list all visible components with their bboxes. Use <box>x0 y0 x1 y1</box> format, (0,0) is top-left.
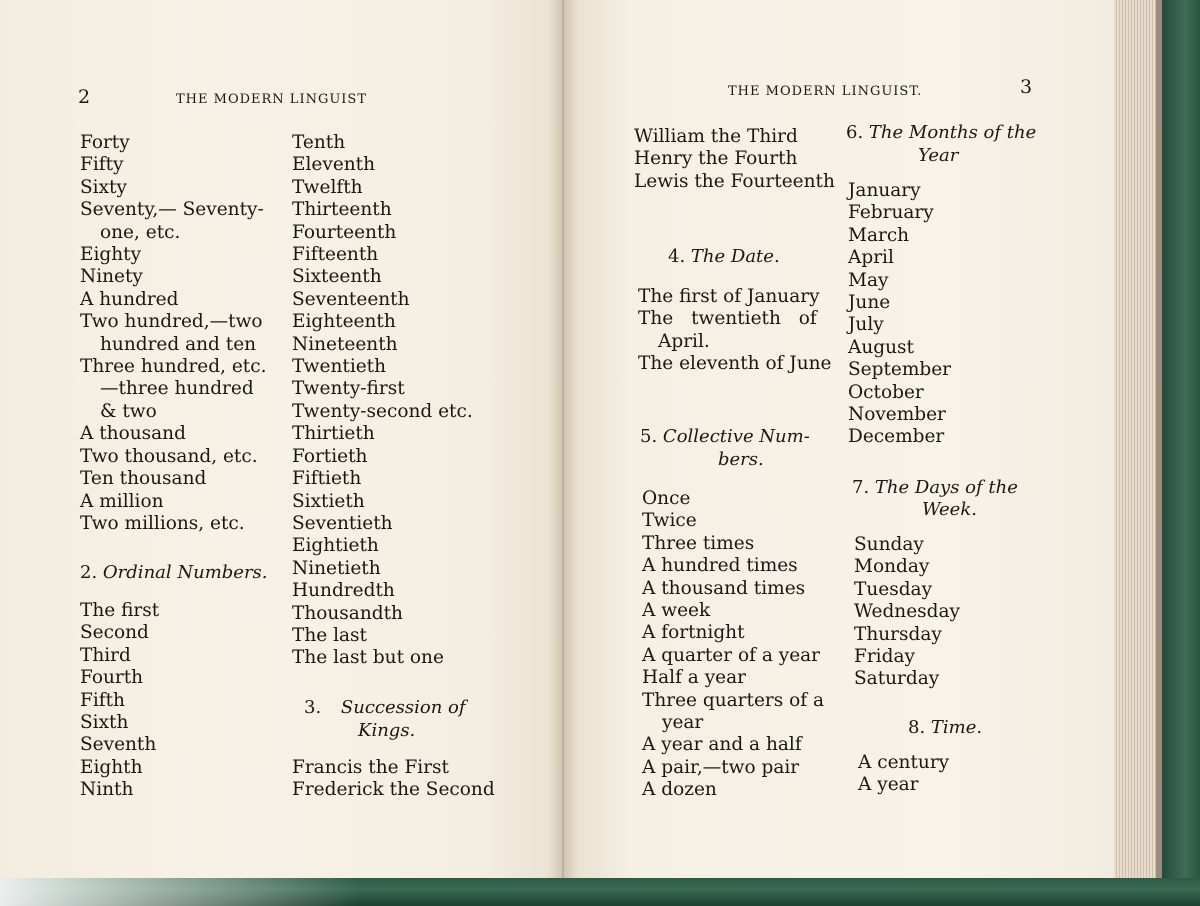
list-item: Eighty <box>80 244 142 266</box>
section-title: Ordinal Numbers. <box>102 562 268 583</box>
list-item: Ninth <box>80 779 134 801</box>
list-item: Frederick the Second <box>292 779 495 801</box>
section-heading-time <box>908 717 982 739</box>
list-item: January <box>848 180 921 201</box>
list-item: A million <box>80 490 164 512</box>
section-number: 6. <box>846 122 864 143</box>
list-item: The last but one <box>292 647 444 669</box>
list-item: William the Third <box>634 126 798 147</box>
section-heading-months-line2: Year <box>918 145 959 166</box>
list-item: The twentieth of <box>638 308 817 330</box>
list-item: A year <box>858 774 919 796</box>
list-item: Henry the Fourth <box>634 148 798 170</box>
section-number: 3. <box>304 697 322 718</box>
list-item: Francis the First <box>292 757 449 778</box>
dates-list <box>638 286 832 376</box>
list-item: Sixteenth <box>292 266 382 288</box>
section-heading-days-of-week-line2: Week. <box>922 499 977 520</box>
list-item: Fourteenth <box>292 221 397 243</box>
list-item: Second <box>80 622 149 644</box>
list-item: year <box>662 712 704 734</box>
section-number: 5. <box>640 426 658 447</box>
list-item: Ninety <box>80 266 143 288</box>
list-item: Friday <box>854 646 915 668</box>
page-number-left: 2 <box>78 86 91 108</box>
list-item: Twice <box>642 510 697 532</box>
kings-list <box>292 757 495 802</box>
list-item: The first of January <box>638 286 820 307</box>
book-cover-right <box>1162 0 1200 886</box>
list-item: July <box>848 314 884 336</box>
list-item: Twentieth <box>292 356 387 378</box>
list-item: Three times <box>642 532 755 554</box>
list-item: The eleventh of June <box>638 353 832 375</box>
list-item: April <box>848 247 894 269</box>
list-item: Thirtieth <box>292 423 375 445</box>
list-item: Sixty <box>80 176 127 198</box>
cover-fade <box>0 878 1200 906</box>
section-heading-days-of-week <box>852 477 1018 499</box>
list-item: Nineteenth <box>292 333 398 355</box>
list-item: September <box>848 359 952 381</box>
list-item: June <box>848 292 891 314</box>
list-item: A dozen <box>642 779 717 801</box>
list-item: one, etc. <box>100 221 181 243</box>
list-item: The first <box>80 600 160 621</box>
left-column-2 <box>292 132 492 670</box>
list-item: Fifty <box>80 154 124 176</box>
list-item: & two <box>100 400 157 422</box>
section-title: The Date. <box>690 246 780 267</box>
page-number-right: 3 <box>1020 76 1033 98</box>
list-item: Seventy,— Seventy- <box>80 199 264 221</box>
section-number: 7. <box>852 477 870 498</box>
list-item: A quarter of a year <box>642 644 821 666</box>
list-item: A hundred <box>80 288 179 310</box>
list-item: Two thousand, etc. <box>80 445 258 467</box>
section-title: Collective Num- <box>662 426 810 447</box>
section-title: Time. <box>930 717 983 738</box>
list-item: Three quarters of a <box>642 689 825 711</box>
list-item: Wednesday <box>854 601 960 623</box>
section-number: 4. <box>668 246 686 267</box>
time-list <box>858 752 1018 797</box>
list-item: Thursday <box>854 623 942 645</box>
list-item: Tenth <box>292 132 346 153</box>
list-item: A thousand <box>80 423 186 445</box>
list-item: The last <box>292 624 367 646</box>
section-heading-succession-of-kings <box>304 697 466 719</box>
list-item: Lewis the Fourteenth <box>634 170 835 192</box>
collective-numbers-list <box>642 488 834 802</box>
list-item: Thousandth <box>292 602 403 624</box>
list-item: Two millions, etc. <box>80 512 245 534</box>
section-heading-succession-of-kings-line2: Kings. <box>358 720 416 741</box>
list-item: Twenty-second etc. <box>292 400 473 422</box>
list-item: Fifteenth <box>292 244 379 266</box>
list-item: October <box>848 381 924 403</box>
list-item: Saturday <box>854 668 940 690</box>
list-item: Eleventh <box>292 154 376 176</box>
left-column-1 <box>80 132 272 535</box>
list-item: Twenty-first <box>292 378 405 400</box>
section-heading-the-date <box>668 246 780 268</box>
list-item: A century <box>858 752 950 773</box>
list-item: Third <box>80 644 131 666</box>
ordinal-list <box>80 600 272 802</box>
list-item: Seventieth <box>292 512 393 534</box>
list-item: April. <box>658 330 710 352</box>
list-item: Fiftieth <box>292 468 362 490</box>
list-item: Thirteenth <box>292 199 392 221</box>
list-item: February <box>848 202 934 224</box>
list-item: May <box>848 269 889 291</box>
list-item: Monday <box>854 556 930 578</box>
list-item: Twelfth <box>292 176 363 198</box>
list-item: Three hundred, etc. <box>80 356 267 378</box>
list-item: A hundred times <box>642 555 798 577</box>
list-item: Forty <box>80 132 130 153</box>
list-item: A week <box>642 600 711 622</box>
section-heading-months <box>846 122 1036 144</box>
list-item: —three hundred <box>100 378 254 400</box>
list-item: Half a year <box>642 667 746 689</box>
list-item: December <box>848 426 945 448</box>
list-item: Eighth <box>80 756 143 778</box>
list-item: Fourth <box>80 667 144 689</box>
section-heading-ordinal-numbers <box>80 562 268 584</box>
list-item: Sunday <box>854 534 924 555</box>
list-item: Ninetieth <box>292 557 381 579</box>
right-column-1-kings <box>634 126 834 193</box>
list-item: Once <box>642 488 691 509</box>
section-title: Succession of <box>340 697 466 718</box>
days-list <box>854 534 1024 691</box>
section-title: The Months of the <box>868 122 1037 143</box>
list-item: hundred and ten <box>100 333 257 355</box>
running-head-right: THE MODERN LINGUIST. <box>728 84 923 99</box>
list-item: A pair,—two pair <box>642 756 800 778</box>
list-item: Ten thousand <box>80 468 207 490</box>
list-item: A thousand times <box>642 577 806 599</box>
list-item: March <box>848 224 910 246</box>
section-number: 2. <box>80 562 98 583</box>
list-item: Tuesday <box>854 578 933 600</box>
section-number: 8. <box>908 717 926 738</box>
list-item: Fortieth <box>292 445 368 467</box>
running-head-left: THE MODERN LINGUIST <box>176 92 368 107</box>
section-heading-collective-numbers-line2: bers. <box>718 449 764 470</box>
list-item: Eightieth <box>292 535 379 557</box>
list-item: August <box>848 336 914 358</box>
list-item: Two hundred,—two <box>80 311 263 333</box>
list-item: Seventh <box>80 734 157 756</box>
list-item: A year and a half <box>642 734 802 756</box>
months-list <box>848 180 1028 449</box>
list-item: Seventeenth <box>292 288 410 310</box>
list-item: November <box>848 404 946 426</box>
list-item: Sixtieth <box>292 490 365 512</box>
list-item: Sixth <box>80 712 129 734</box>
book-gutter <box>548 0 578 886</box>
list-item: Fifth <box>80 689 125 711</box>
page-edges <box>1114 0 1156 886</box>
list-item: Eighteenth <box>292 311 396 333</box>
list-item: A fortnight <box>642 622 745 644</box>
list-item: Hundredth <box>292 580 395 602</box>
section-heading-collective-numbers <box>640 426 810 448</box>
section-title: The Days of the <box>874 477 1018 498</box>
